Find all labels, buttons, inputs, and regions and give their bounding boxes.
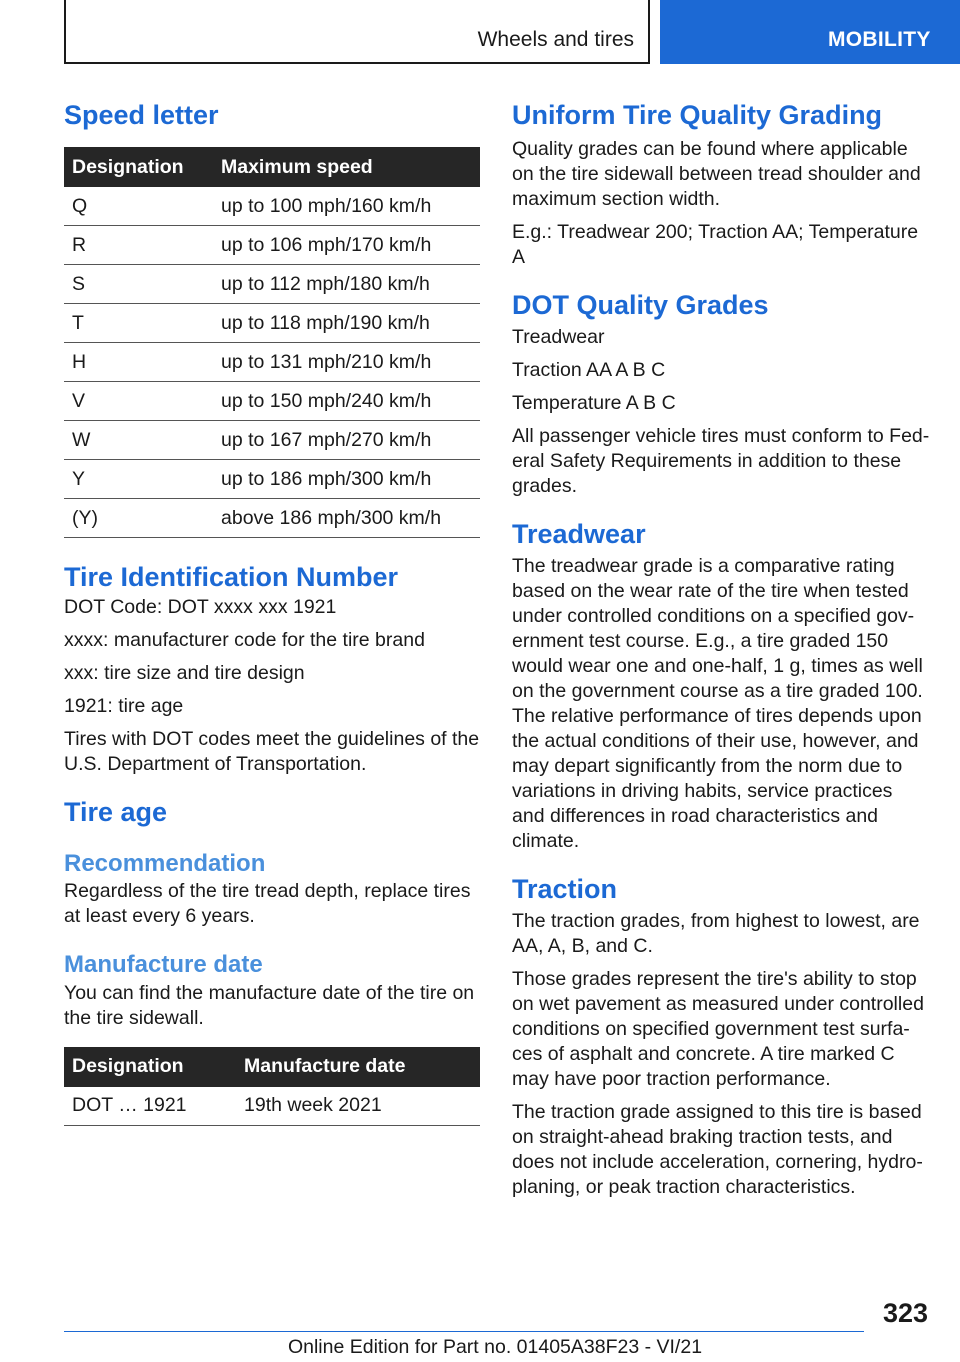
tin-line: 1921: tire age [64,695,184,718]
speed-cell: up to 131 mph/210 km/h [213,343,480,382]
speed-cell: up to 186 mph/300 km/h [213,460,480,499]
table-row [64,421,480,460]
speed-cell: up to 167 mph/270 km/h [213,421,480,460]
speed-cell: up to 106 mph/170 km/h [213,226,480,265]
right-column [512,98,930,1208]
traction-text: Those grades represent the tire's ability to stop on wet pavement as measured under controlled conditions on specified government test surfa‐ces of asphalt and concrete. A tire marked C may have poor traction performance. [512,968,924,1091]
mfg-header-designation: Designation [64,1047,236,1087]
speed-cell: above 186 mph/300 km/h [213,499,480,538]
designation-cell: H [64,343,213,382]
dot-line: Temperature A B C [512,392,676,415]
tin-line: Tires with DOT codes meet the guidelines of the U.S. Department of Transportation. [64,728,480,776]
speed-cell: up to 112 mph/180 km/h [213,265,480,304]
dot-line: Treadwear [512,326,605,349]
designation-cell: V [64,382,213,421]
designation-cell: S [64,265,213,304]
treadwear-heading: Treadwear [512,519,646,550]
left-column [64,98,480,1126]
table-row [64,1087,480,1126]
table-row [64,226,480,265]
page-number: 323 [882,1298,928,1328]
table-row [64,343,480,382]
designation-cell: W [64,421,213,460]
table-row [64,382,480,421]
tin-line: xxxx: manufacturer code for the tire brand [64,629,425,652]
header-chapter-box [64,0,650,64]
designation-cell: Y [64,460,213,499]
designation-cell: (Y) [64,499,213,538]
table-row [64,304,480,343]
manufacture-date-table [64,1047,480,1126]
traction-heading: Traction [512,874,618,905]
utqg-example: E.g.: Treadwear 200; Traction AA; Temperature A [512,221,919,269]
tire-age-heading: Tire age [64,797,168,828]
tin-heading: Tire Identification Number [64,562,399,593]
manufacture-date-heading: Manufacture date [64,951,263,979]
table-row [64,460,480,499]
speed-letter-table [64,147,480,538]
speed-letter-heading: Speed letter [64,100,219,130]
speed-cell: up to 150 mph/240 km/h [213,382,480,421]
speed-cell: up to 100 mph/160 km/h [213,187,480,226]
tin-line: DOT Code: DOT xxxx xxx 1921 [64,596,337,619]
dot-grades-heading: DOT Quality Grades [512,290,769,321]
traction-text: The traction grade assigned to this tire is based on straight-ahead braking traction tests, and does not include acceleration, cornering, hydro‐planing, or peak traction characteristics. [512,1101,923,1199]
speed-cell: up to 118 mph/190 km/h [213,304,480,343]
recommendation-heading: Recommendation [64,850,266,878]
speed-header-designation: Designation [64,147,213,187]
table-row [64,499,480,538]
tin-line: xxx: tire size and tire design [64,662,305,685]
dot-line: Traction AA A B C [512,359,666,382]
section-tab: MOBILITY [660,0,960,64]
recommendation-text: Regardless of the tire tread depth, replace tires at least every 6 years. [64,880,471,928]
treadwear-text: The treadwear grade is a comparative rating based on the wear rate of the tire when tested under controlled conditions on a specified gov‐ernment test course. E.g., a tire graded 150 would wear one and one-half, 1 g, times as well on the government course as a tire graded 100. The relative performance of tires depends upon the actual conditions of their use, however, and may depart significantly from the norm due to variations in driving habits, service practices and differences in road characteristics and climate. [512,555,923,853]
utqg-text: Quality grades can be found where applicable on the tire sidewall between tread shoulder and maximum section width. [512,138,921,211]
table-row [64,187,480,226]
designation-cell: R [64,226,213,265]
edition-note: Online Edition for Part no. 01405A38F23 - VI/21 [287,1336,703,1358]
date-cell: 19th week 2021 [236,1087,480,1126]
chapter-title: Wheels and tires [477,28,634,51]
traction-text: The traction grades, from highest to lowest, are AA, A, B, and C. [512,910,920,958]
table-row [64,265,480,304]
designation-cell: DOT … 1921 [64,1087,236,1126]
designation-cell: Q [64,187,213,226]
speed-header-max-speed: Maximum speed [213,147,480,187]
utqg-heading: Uniform Tire Quality Grading [512,100,883,130]
manufacture-date-text: You can find the manufacture date of the tire on the tire sidewall. [64,981,475,1029]
footer-divider [64,1331,864,1332]
mfg-header-date: Manufacture date [236,1047,480,1087]
dot-text: All passenger vehicle tires must conform to Fed‐eral Safety Requirements in addition to these grades. [512,425,930,498]
designation-cell: T [64,304,213,343]
